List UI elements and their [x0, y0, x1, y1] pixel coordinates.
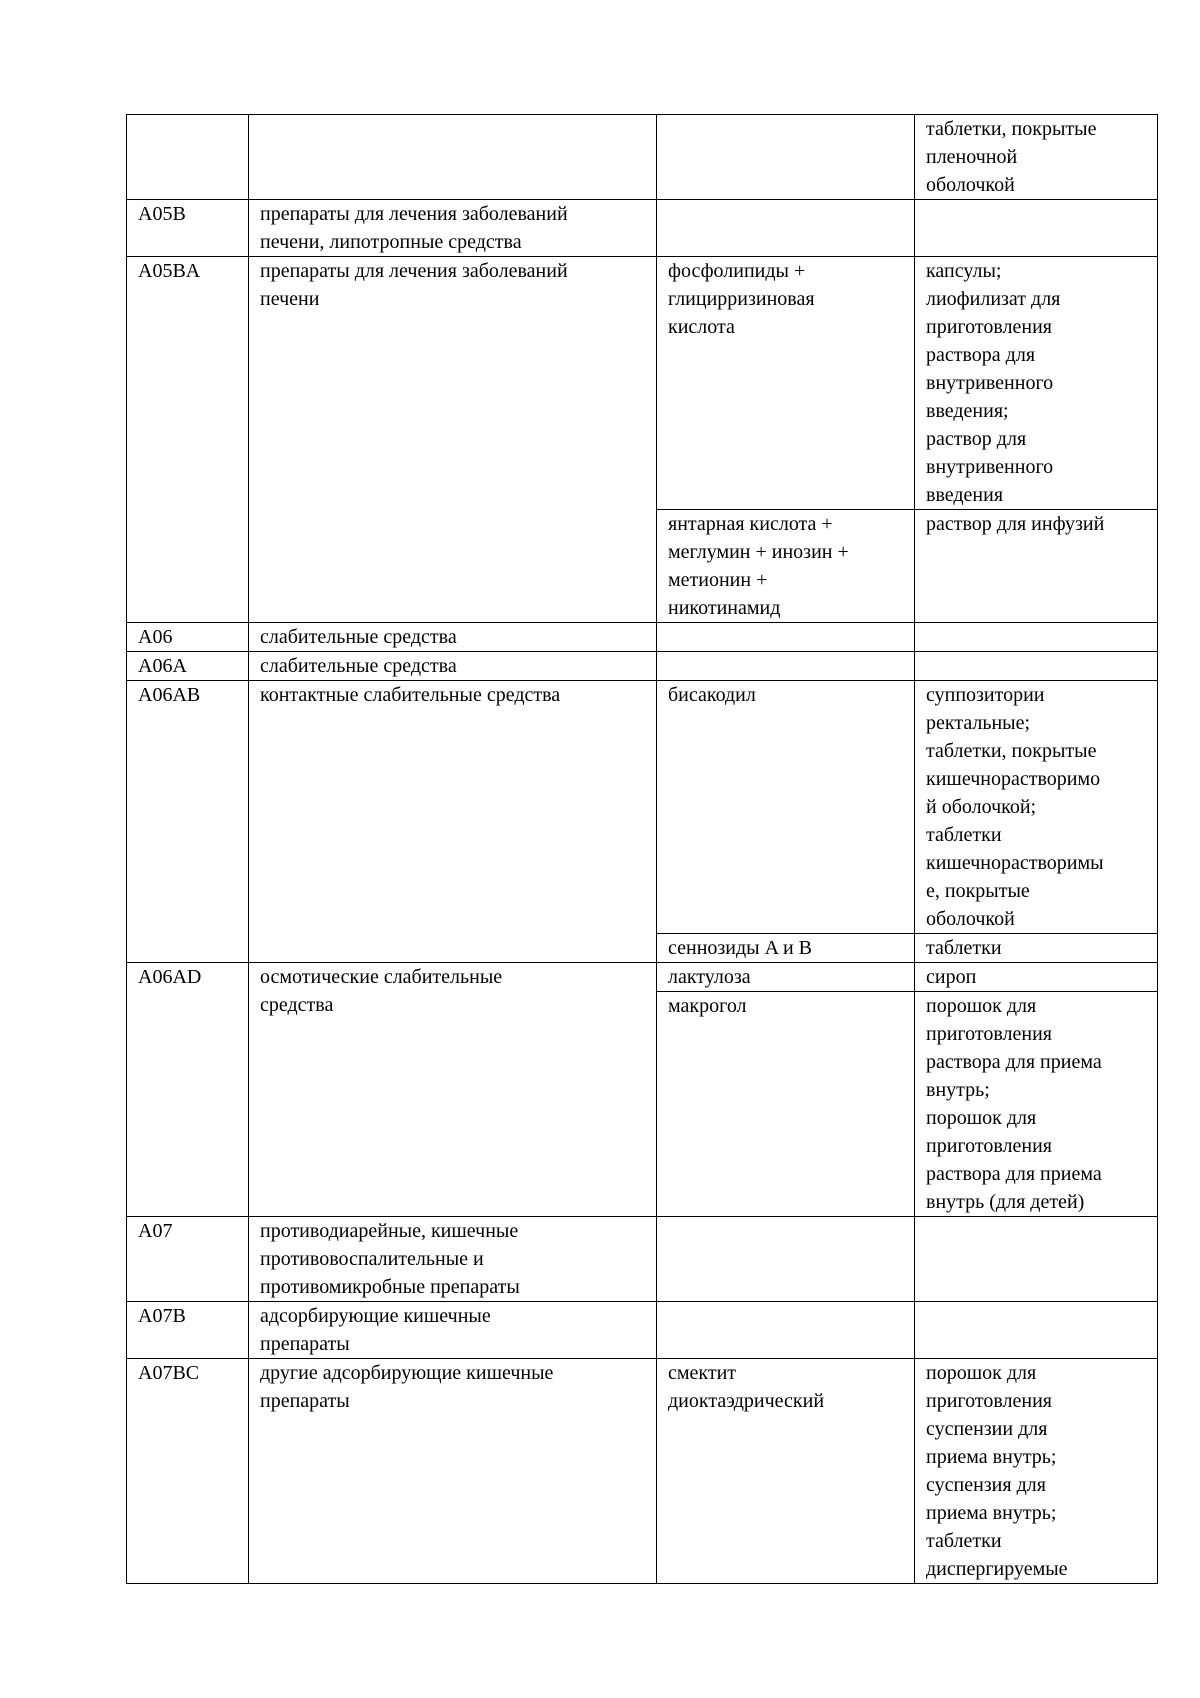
text-line: раствор для [926, 428, 1027, 450]
group-name-cell [249, 257, 657, 623]
text-line: оболочкой [926, 174, 1015, 196]
atc-code-cell: A07BC [127, 1359, 249, 1584]
atc-code-cell: A05BA [127, 257, 249, 623]
dosage-form-cell [915, 257, 1158, 510]
text-line: капсулы; [926, 260, 1002, 282]
text-line: противодиарейные, кишечные [260, 1220, 519, 1242]
text-line: порошок для [926, 1362, 1037, 1384]
text-line: адсорбирующие кишечные [260, 1305, 491, 1327]
dosage-form-cell [915, 934, 1158, 963]
text-line: приготовления [926, 1023, 1052, 1045]
drug-name-cell [657, 992, 915, 1217]
text-line: бисакодил [668, 684, 756, 706]
text-line: таблетки [926, 824, 1002, 846]
text-line: введения [926, 484, 1004, 506]
drug-name-cell [657, 963, 915, 992]
atc-code-cell: A07 [127, 1217, 249, 1302]
group-name-cell [249, 1359, 657, 1584]
text-line: средства [260, 994, 334, 1016]
text-line: препараты для лечения заболеваний [260, 260, 568, 282]
text-line: препараты для лечения заболеваний [260, 203, 568, 225]
text-line: суппозитории [926, 684, 1045, 706]
drug-name-cell [657, 1217, 915, 1302]
table-row [127, 1302, 1158, 1359]
group-name-cell [249, 681, 657, 963]
table-row [127, 115, 1158, 200]
text-line: таблетки [926, 937, 1002, 959]
drug-name-cell [657, 623, 915, 652]
text-line: препараты [260, 1390, 350, 1412]
text-line: таблетки, покрытые [926, 118, 1097, 140]
text-line: раствор для инфузий [926, 513, 1105, 535]
dosage-form-cell [915, 1302, 1158, 1359]
text-line: диоктаэдрический [668, 1390, 825, 1412]
text-line: раствора для приема [926, 1051, 1102, 1073]
atc-code-cell [127, 115, 249, 200]
group-name-cell [249, 115, 657, 200]
text-line: контактные слабительные средства [260, 684, 561, 706]
text-line: препараты [260, 1333, 350, 1355]
text-line: противомикробные препараты [260, 1276, 520, 1298]
table-row [127, 623, 1158, 652]
drug-name-cell [657, 652, 915, 681]
table-row [127, 1217, 1158, 1302]
text-line: ректальные; [926, 712, 1031, 734]
text-line: приготовления [926, 316, 1052, 338]
text-line: никотинамид [668, 597, 781, 619]
text-line: приготовления [926, 1390, 1052, 1412]
drug-name-cell [657, 1359, 915, 1584]
drug-name-cell [657, 681, 915, 934]
text-line: таблетки, покрытые [926, 740, 1097, 762]
group-name-cell [249, 963, 657, 1217]
text-line: сироп [926, 966, 977, 988]
text-line: суспензия для [926, 1474, 1046, 1496]
table-row [127, 681, 1158, 934]
text-line: осмотические слабительные [260, 966, 503, 988]
dosage-form-cell [915, 1359, 1158, 1584]
atc-code-cell: A06 [127, 623, 249, 652]
text-line: приема внутрь; [926, 1502, 1057, 1524]
text-line: приема внутрь; [926, 1446, 1057, 1468]
text-line: противовоспалительные и [260, 1248, 484, 1270]
drug-name-cell [657, 200, 915, 257]
text-line: смектит [668, 1362, 737, 1384]
text-line: лиофилизат для [926, 288, 1061, 310]
text-line: пленочной [926, 146, 1018, 168]
text-line: внутрь (для детей) [926, 1191, 1085, 1213]
text-line: слабительные средства [260, 655, 457, 677]
text-line: кишечнорастворимо [926, 768, 1101, 790]
text-line: фосфолипиды + [668, 260, 806, 282]
text-line: кишечнорастворимы [926, 852, 1104, 874]
table-row [127, 1359, 1158, 1584]
text-line: раствора для [926, 344, 1036, 366]
dosage-form-cell [915, 115, 1158, 200]
text-line: сеннозиды A и B [668, 937, 813, 959]
group-name-cell [249, 623, 657, 652]
group-name-cell [249, 1302, 657, 1359]
atc-code-cell: A06A [127, 652, 249, 681]
text-line: й оболочкой; [926, 796, 1037, 818]
drug-classification-table [126, 114, 1158, 1584]
dosage-form-cell [915, 681, 1158, 934]
text-line: печени, липотропные средства [260, 231, 522, 253]
text-line: печени [260, 288, 320, 310]
text-line: порошок для [926, 995, 1037, 1017]
text-line: слабительные средства [260, 626, 457, 648]
text-line: внутривенного [926, 456, 1054, 478]
text-line: диспергируемые [926, 1558, 1068, 1580]
drug-name-cell [657, 115, 915, 200]
dosage-form-cell [915, 510, 1158, 623]
text-line: кислота [668, 316, 735, 338]
text-line: метионин + [668, 569, 768, 591]
dosage-form-cell [915, 1217, 1158, 1302]
text-line: глицирризиновая [668, 288, 815, 310]
text-line: другие адсорбирующие кишечные [260, 1362, 554, 1384]
text-line: внутрь; [926, 1079, 990, 1101]
drug-name-cell [657, 1302, 915, 1359]
table-row [127, 257, 1158, 510]
text-line: оболочкой [926, 908, 1015, 930]
dosage-form-cell [915, 623, 1158, 652]
atc-code-cell: A07B [127, 1302, 249, 1359]
dosage-form-cell [915, 963, 1158, 992]
table-row [127, 963, 1158, 992]
text-line: макрогол [668, 995, 747, 1017]
text-line: таблетки [926, 1530, 1002, 1552]
table-row [127, 652, 1158, 681]
text-line: введения; [926, 400, 1009, 422]
drug-name-cell [657, 510, 915, 623]
text-line: приготовления [926, 1135, 1052, 1157]
drug-name-cell [657, 934, 915, 963]
dosage-form-cell [915, 200, 1158, 257]
group-name-cell [249, 1217, 657, 1302]
text-line: лактулоза [668, 966, 751, 988]
dosage-form-cell [915, 652, 1158, 681]
table-row [127, 200, 1158, 257]
group-name-cell [249, 652, 657, 681]
drug-name-cell [657, 257, 915, 510]
text-line: меглумин + инозин + [668, 541, 849, 563]
text-line: суспензии для [926, 1418, 1048, 1440]
dosage-form-cell [915, 992, 1158, 1217]
text-line: янтарная кислота + [668, 513, 833, 535]
text-line: порошок для [926, 1107, 1037, 1129]
atc-code-cell: A06AD [127, 963, 249, 1217]
atc-code-cell: A06AB [127, 681, 249, 963]
atc-code-cell: A05B [127, 200, 249, 257]
text-line: раствора для приема [926, 1163, 1102, 1185]
group-name-cell [249, 200, 657, 257]
text-line: е, покрытые [926, 880, 1030, 902]
text-line: внутривенного [926, 372, 1054, 394]
